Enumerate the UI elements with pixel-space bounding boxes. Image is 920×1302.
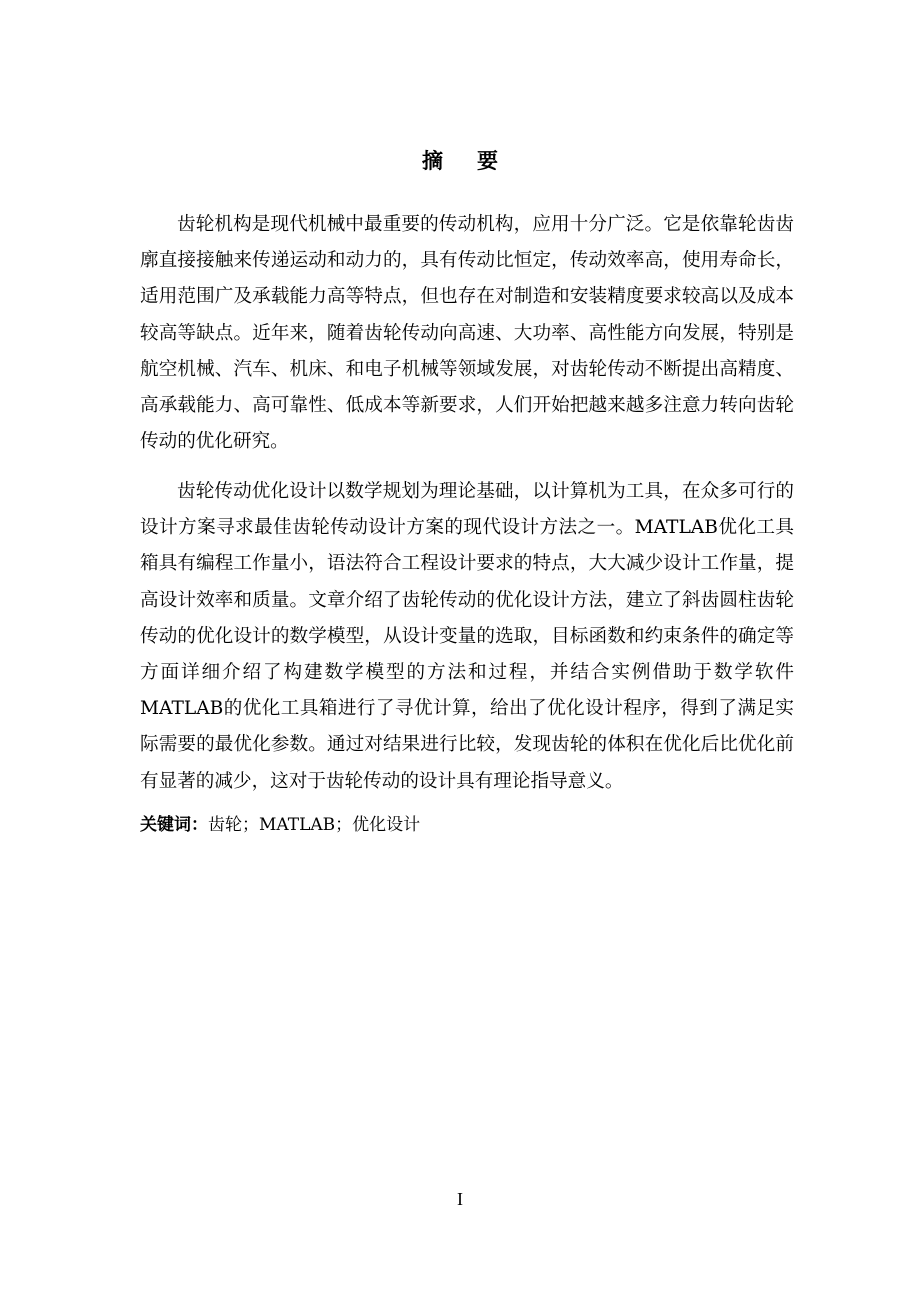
- keywords-value: 齿轮；MATLAB；优化设计: [208, 815, 421, 835]
- abstract-title: 摘要: [422, 149, 532, 173]
- keywords-label: 关键词：: [140, 815, 208, 835]
- abstract-paragraph-2: 齿轮传动优化设计以数学规划为理论基础，以计算机为工具，在众多可行的设计方案寻求最佳齿轮传动设计方案的现代设计方法之一。MATLAB优化工具箱具有编程工作量小，语法符合工程设计要求的特点，大大减少设计工作量，提高设计效率和质量。文章介绍了齿轮传动的优化设计方法，建立了斜齿圆柱齿轮传动的优化设计的数学模型，从设计变量的选取，目标函数和约束条件的确定等方面详细介绍了构建数学模型的方法和过程，并结合实例借助于数学软件MATLAB的优化工具箱进行了寻优计算，给出了优化设计程序，得到了满足实际需要的最优化参数。通过对结果进行比较，发现齿轮的体积在优化后比优化前有显著的减少，这对于齿轮传动的设计具有理论指导意义。: [140, 481, 794, 792]
- abstract-paragraph-1: 齿轮机构是现代机械中最重要的传动机构，应用十分广泛。它是依靠轮齿齿廓直接接触来传递运动和动力的，具有传动比恒定，传动效率高，使用寿命长，适用范围广及承载能力高等特点，但也存在对制造和安装精度要求较高以及成本较高等缺点。近年来，随着齿轮传动向高速、大功率、高性能方向发展，特别是航空机械、汽车、机床、和电子机械等领域发展，对齿轮传动不断提出高精度、高承载能力、高可靠性、低成本等新要求，人们开始把越来越多注意力转向齿轮传动的优化研究。: [140, 214, 794, 453]
- page-number: I: [457, 1189, 463, 1209]
- keywords-line: [140, 810, 794, 840]
